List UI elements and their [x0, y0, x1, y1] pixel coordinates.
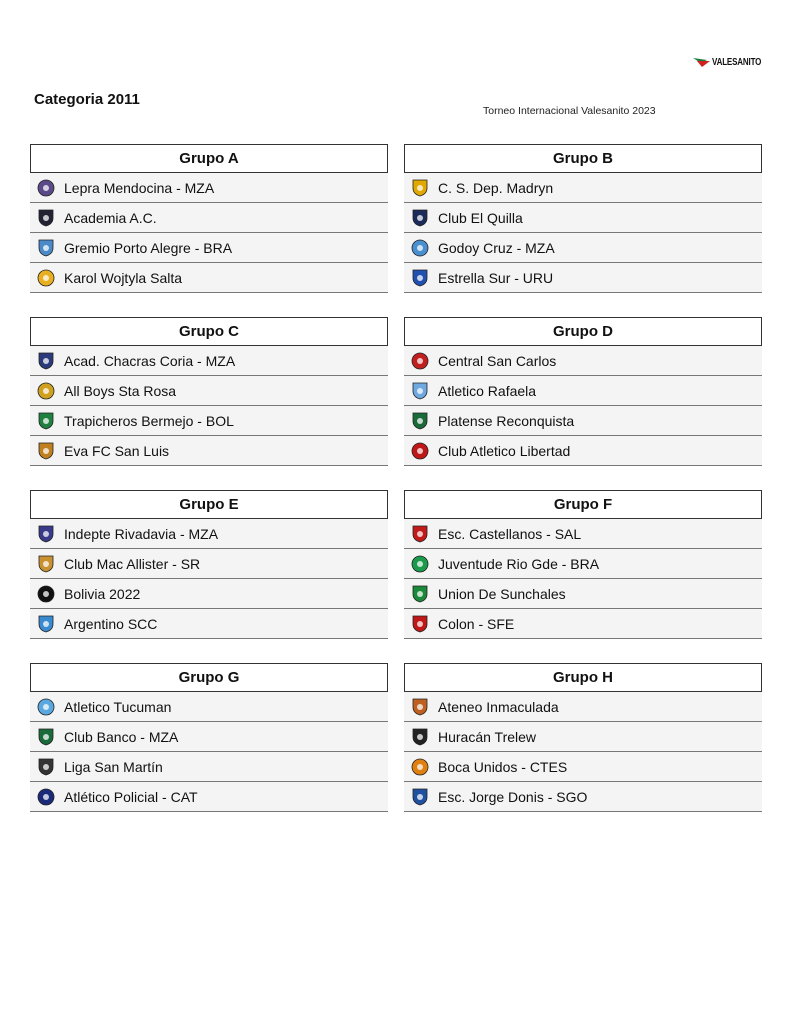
- group-title: Grupo G: [30, 663, 388, 692]
- banco-crest-icon: [36, 727, 56, 747]
- team-name: Indepte Rivadavia - MZA: [64, 525, 219, 542]
- team-row: [404, 346, 762, 376]
- group-card: [404, 490, 762, 639]
- bocaunidos-crest-icon: [410, 757, 430, 777]
- libertad-crest-icon: [410, 441, 430, 461]
- valesanito-logo: [693, 55, 774, 69]
- lepra-crest-icon: [36, 178, 56, 198]
- team-name: Karol Wojtyla Salta: [64, 269, 183, 286]
- group-title: Grupo B: [404, 144, 762, 173]
- team-name: Atlético Policial - CAT: [64, 788, 198, 805]
- ateneo-crest-icon: [410, 697, 430, 717]
- castellanos-crest-icon: [410, 524, 430, 544]
- team-row: [404, 549, 762, 579]
- team-name: Club Mac Allister - SR: [64, 555, 201, 572]
- team-row: [404, 752, 762, 782]
- team-row: [30, 436, 388, 466]
- team-name: Acad. Chacras Coria - MZA: [64, 352, 236, 369]
- team-name: All Boys Sta Rosa: [64, 382, 177, 399]
- group-title: Grupo C: [30, 317, 388, 346]
- team-row: [404, 203, 762, 233]
- huracan-crest-icon: [410, 727, 430, 747]
- juventude-crest-icon: [410, 554, 430, 574]
- team-name: C. S. Dep. Madryn: [438, 179, 554, 196]
- group-card: [404, 144, 762, 293]
- colon-crest-icon: [410, 614, 430, 634]
- team-name: Club Atletico Libertad: [438, 442, 571, 459]
- team-row: [404, 173, 762, 203]
- team-name: Eva FC San Luis: [64, 442, 170, 459]
- team-name: Colon - SFE: [438, 615, 515, 632]
- group-card: [30, 663, 388, 812]
- group-title: Grupo F: [404, 490, 762, 519]
- academia-crest-icon: [36, 208, 56, 228]
- tournament-title: Torneo Internacional Valesanito 2023: [483, 105, 656, 117]
- team-name: Platense Reconquista: [438, 412, 575, 429]
- chacras-crest-icon: [36, 351, 56, 371]
- eva-crest-icon: [36, 441, 56, 461]
- team-name: Atletico Tucuman: [64, 698, 172, 715]
- team-name: Central San Carlos: [438, 352, 557, 369]
- team-row: [30, 376, 388, 406]
- team-row: [30, 519, 388, 549]
- godoy-crest-icon: [410, 238, 430, 258]
- team-name: Academia A.C.: [64, 209, 157, 226]
- central-crest-icon: [410, 351, 430, 371]
- team-row: [30, 549, 388, 579]
- group-card: [30, 144, 388, 293]
- rivadavia-crest-icon: [36, 524, 56, 544]
- donis-crest-icon: [410, 787, 430, 807]
- team-row: [30, 609, 388, 639]
- group-card: [30, 317, 388, 466]
- group-card: [404, 317, 762, 466]
- team-name: Esc. Jorge Donis - SGO: [438, 788, 588, 805]
- team-row: [30, 263, 388, 293]
- team-row: [30, 173, 388, 203]
- team-name: Boca Unidos - CTES: [438, 758, 568, 775]
- team-name: Trapicheros Bermejo - BOL: [64, 412, 234, 429]
- team-row: [404, 579, 762, 609]
- category-title: Categoria 2011: [34, 91, 140, 108]
- team-name: Atletico Rafaela: [438, 382, 537, 399]
- team-name: Esc. Castellanos - SAL: [438, 525, 582, 542]
- argentino-crest-icon: [36, 614, 56, 634]
- gremio-crest-icon: [36, 238, 56, 258]
- team-row: [30, 722, 388, 752]
- team-name: Club El Quilla: [438, 209, 523, 226]
- team-row: [404, 692, 762, 722]
- team-row: [404, 406, 762, 436]
- union-crest-icon: [410, 584, 430, 604]
- group-card: [30, 490, 388, 639]
- team-name: Godoy Cruz - MZA: [438, 239, 555, 256]
- team-name: Union De Sunchales: [438, 585, 566, 602]
- team-name: Club Banco - MZA: [64, 728, 179, 745]
- group-title: Grupo A: [30, 144, 388, 173]
- team-row: [30, 203, 388, 233]
- team-row: [404, 609, 762, 639]
- allboys-crest-icon: [36, 381, 56, 401]
- valesanito-swoosh-icon: [693, 56, 711, 68]
- bolivia-crest-icon: [36, 584, 56, 604]
- team-row: [30, 782, 388, 812]
- team-row: [404, 376, 762, 406]
- team-name: Liga San Martín: [64, 758, 163, 775]
- team-row: [404, 519, 762, 549]
- team-row: [30, 579, 388, 609]
- team-row: [404, 722, 762, 752]
- team-name: Bolivia 2022: [64, 585, 141, 602]
- rafaela-crest-icon: [410, 381, 430, 401]
- team-row: [30, 406, 388, 436]
- estrella-crest-icon: [410, 268, 430, 288]
- group-title: Grupo E: [30, 490, 388, 519]
- team-name: Gremio Porto Alegre - BRA: [64, 239, 233, 256]
- trapicheros-crest-icon: [36, 411, 56, 431]
- team-row: [30, 692, 388, 722]
- macallister-crest-icon: [36, 554, 56, 574]
- team-row: [404, 436, 762, 466]
- group-card: [404, 663, 762, 812]
- team-name: Lepra Mendocina - MZA: [64, 179, 215, 196]
- team-name: Juventude Rio Gde - BRA: [438, 555, 600, 572]
- team-row: [30, 346, 388, 376]
- quilla-crest-icon: [410, 208, 430, 228]
- team-name: Ateneo Inmaculada: [438, 698, 559, 715]
- team-name: Argentino SCC: [64, 615, 158, 632]
- team-row: [30, 752, 388, 782]
- team-name: Huracán Trelew: [438, 728, 537, 745]
- group-title: Grupo D: [404, 317, 762, 346]
- team-row: [404, 782, 762, 812]
- group-title: Grupo H: [404, 663, 762, 692]
- team-row: [404, 263, 762, 293]
- team-row: [30, 233, 388, 263]
- tucuman-crest-icon: [36, 697, 56, 717]
- sanmartin-crest-icon: [36, 757, 56, 777]
- karol-crest-icon: [36, 268, 56, 288]
- policial-crest-icon: [36, 787, 56, 807]
- platense-crest-icon: [410, 411, 430, 431]
- logo-text: VALESANITO: [712, 56, 762, 68]
- team-row: [404, 233, 762, 263]
- team-name: Estrella Sur - URU: [438, 269, 554, 286]
- madryn-crest-icon: [410, 178, 430, 198]
